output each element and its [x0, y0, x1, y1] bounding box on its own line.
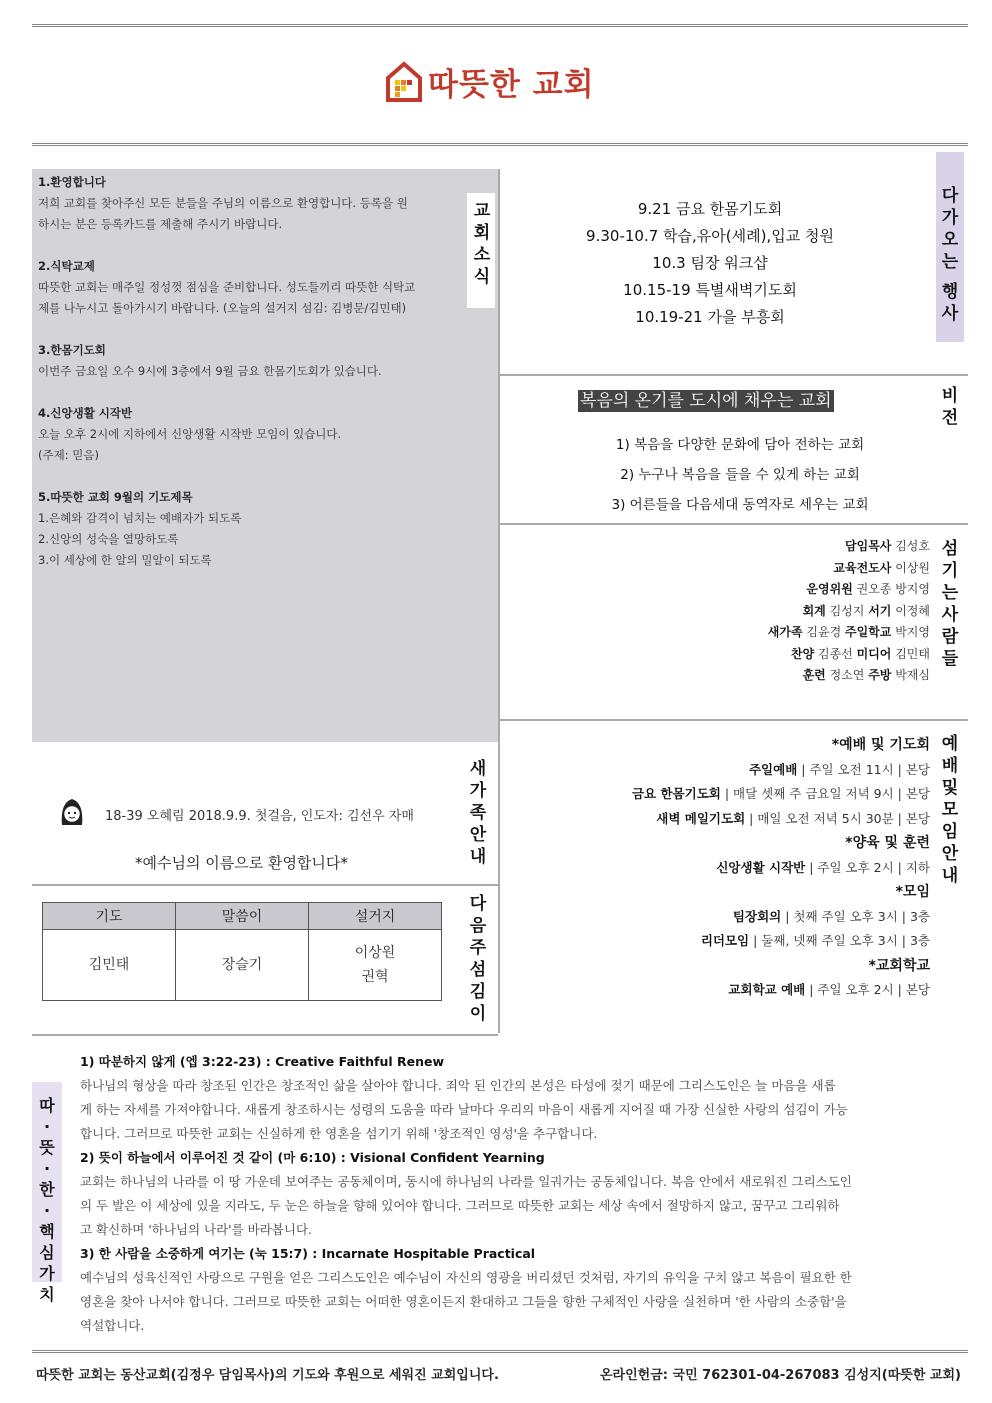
staff-name: 박지영 — [895, 625, 930, 639]
event-item: 10.19-21 가을 부흥회 — [635, 308, 785, 326]
core-value-text: 교회는 하나님의 나라를 이 땅 가운데 보여주는 공동체이며, 동시에 하나님의 나라를 일궈가는 공동체입니다. 복음 안에서 새로워진 그리스도인 — [80, 1174, 852, 1189]
worship-detail: | 둘째, 넷째 주일 오후 3시 | 3층 — [753, 933, 930, 948]
new-family-entry: 18-39 오혜림 2018.9.9. 첫걸음, 인도자: 김선우 자매 — [105, 809, 414, 824]
core-values — [80, 1050, 960, 1338]
news-item-text: 이번주 금요일 오수 9시에 3층에서 9월 금요 한몸기도회가 있습니다. — [38, 364, 382, 378]
worship-detail: | 매달 셋째 주 금요일 저녁 9시 | 본당 — [724, 786, 930, 801]
worship-label: 예 배 및 모 임 안 내 — [941, 734, 959, 886]
worship-name: 새벽 메일기도회 — [656, 810, 746, 826]
worship-row — [560, 856, 930, 881]
staff-name: 김성지 — [829, 603, 865, 618]
section-divider — [32, 884, 498, 886]
table-header: 기도 — [43, 903, 176, 930]
section-divider — [500, 523, 968, 525]
worship-section-title: *모임 — [895, 884, 930, 900]
event-item: 9.30-10.7 학습,유아(세례),입교 청원 — [586, 227, 834, 245]
worship-name: 신앙생활 시작반 — [716, 859, 806, 875]
core-value-text: 역설합니다. — [80, 1318, 145, 1333]
worship-row — [560, 782, 930, 807]
core-value-text: 의 두 발은 이 세상에 있을 지라도, 두 눈은 하늘을 향해 있어야 합니다. 그러므로 따뜻한 교회는 세상 속에서 절망하지 않고, 꿈꾸고 그리워하 — [80, 1198, 840, 1213]
news-item-text: 저희 교회를 찾아주신 모든 분들을 주님의 이름으로 환영합니다. 등록을 원 — [38, 196, 408, 210]
next-duty-label: 다 음 주 섬 김 이 — [469, 894, 487, 1024]
staff-role: 주방 — [868, 668, 892, 682]
events-list — [500, 196, 920, 331]
staff-name: 권오종 방지영 — [856, 582, 930, 596]
event-item: 10.3 팀장 워크샵 — [652, 254, 768, 272]
staff-list — [620, 536, 930, 687]
vision-item: 3) 어른들을 다음세대 동역자로 세우는 교회 — [611, 497, 869, 513]
news-item-text: 3.이 세상에 한 알의 밀알이 되도록 — [38, 553, 212, 567]
staff-row — [620, 665, 930, 687]
staff-role: 담임목사 — [845, 539, 892, 553]
worship-detail: | 주일 오전 11시 | 본당 — [801, 761, 930, 777]
new-family-label: 새 가 족 안 내 — [469, 759, 487, 867]
events-label: 다 가 오 는 행 사 — [941, 186, 959, 324]
news-item-title: 2.식탁교제 — [38, 259, 95, 273]
worship-name: 리더모임 — [700, 933, 750, 948]
vision-item: 2) 누구나 복음을 들을 수 있게 하는 교회 — [620, 467, 860, 483]
staff-role: 훈련 — [802, 668, 826, 682]
news-item-text: 하시는 분은 등록카드를 제출해 주시기 바랍니다. — [38, 217, 283, 231]
duty-table — [42, 902, 442, 1001]
worship-detail: | 주일 오후 2시 | 지하 — [809, 859, 930, 875]
news-item-title: 1.환영합니다 — [38, 175, 106, 189]
staff-row — [620, 622, 930, 644]
worship-detail: | 주일 오후 2시 | 본당 — [809, 982, 930, 997]
core-value-title: 3) 한 사람을 소중하게 여기는 (눅 15:7) : Incarnate Hospitable Practical — [80, 1246, 536, 1261]
table-cell: 장슬기 — [176, 930, 309, 1001]
worship-name: 주일예배 — [748, 761, 798, 777]
news-item-text: 2.신앙의 성숙을 열망하도록 — [38, 532, 179, 546]
header-divider — [32, 143, 968, 146]
vision-list — [560, 430, 920, 520]
staff-role: 교육전도사 — [833, 560, 892, 575]
table-row — [43, 930, 442, 1001]
person-icon — [56, 795, 88, 831]
table-header-row — [43, 903, 442, 930]
news-item-text: 따뜻한 교회는 매주일 정성껏 점심을 준비합니다. 성도들끼리 따뜻한 식탁교 — [38, 280, 416, 294]
core-value-text: 게 하는 자세를 가져야합니다. 새롭게 창조하시는 성령의 도움을 따라 날마다 우리의 마음이 새롭게 지어질 때 가장 신실한 사랑의 섬김이 가능 — [80, 1102, 848, 1117]
section-divider — [500, 719, 968, 721]
news-item-title: 5.따뜻한 교회 9월의 기도제목 — [38, 490, 193, 504]
table-cell: 김민태 — [43, 930, 176, 1001]
core-value-text: 하나님의 형상을 따라 창조된 인간은 창조적인 삶을 살아야 합니다. 죄악 된 인간의 본성은 타성에 젖기 때문에 그리스도인은 늘 마음을 새롭 — [80, 1078, 836, 1093]
core-value-title: 1) 따분하지 않게 (엡 3:22-23) : Creative Faithful Renew — [80, 1054, 445, 1069]
staff-name: 이정혜 — [895, 603, 930, 618]
table-header: 말씀이 — [176, 903, 309, 930]
staff-name: 김성호 — [895, 539, 930, 553]
table-header: 설거지 — [309, 903, 442, 930]
event-item: 9.21 금요 한몸기도회 — [637, 200, 783, 218]
news-item-text: 오늘 오후 2시에 지하에서 신앙생활 시작반 모임이 있습니다. — [38, 427, 342, 441]
worship-detail: | 매일 오전 저녁 5시 30분 | 본당 — [749, 810, 930, 826]
staff-row — [620, 601, 930, 623]
staff-name: 김윤경 — [806, 625, 842, 639]
table-cell: 이상원 권혁 — [309, 930, 442, 1001]
welcome-message: *예수님의 이름으로 환영합니다* — [135, 854, 348, 872]
worship-row — [560, 807, 930, 832]
staff-label: 섬 기 는 사 람 들 — [941, 539, 959, 669]
staff-role: 찬양 — [790, 646, 815, 661]
staff-row — [620, 536, 930, 558]
worship-name: 교회학교 예배 — [728, 982, 806, 997]
staff-role: 회계 — [802, 603, 826, 618]
news-item-text: (주제: 믿음) — [38, 448, 99, 462]
news-item-title: 4.신앙생활 시작반 — [38, 406, 133, 420]
staff-row — [620, 579, 930, 601]
staff-role: 미디어 — [856, 646, 892, 661]
event-item: 10.15-19 특별새벽기도회 — [623, 281, 797, 299]
staff-name: 정소연 — [829, 668, 865, 682]
offering-info: 온라인헌금: 국민 762301-04-267083 김성지(따뜻한 교회) — [600, 1368, 961, 1383]
core-value-text: 고 확신하며 '하나님의 나라'를 바라봅니다. — [80, 1222, 313, 1237]
vision-item: 1) 복음을 다양한 문화에 담아 전하는 교회 — [615, 437, 865, 453]
staff-row — [620, 558, 930, 580]
news-label: 교 회 소 식 — [473, 201, 491, 287]
church-logo — [384, 58, 595, 104]
house-icon — [384, 58, 424, 104]
page-title: 따뜻한 교회 — [428, 66, 595, 103]
worship-row — [560, 905, 930, 930]
news-list — [38, 172, 456, 571]
worship-name: 금요 한몸기도회 — [631, 786, 721, 801]
staff-role: 새가족 — [767, 625, 803, 639]
staff-role: 운영위원 — [806, 582, 853, 596]
news-item-text: 1.은혜와 감격이 넘치는 예배자가 되도록 — [38, 511, 242, 525]
section-divider — [500, 374, 968, 376]
top-divider — [32, 24, 968, 27]
footer-note: 따뜻한 교회는 동산교회(김정우 담임목사)의 기도와 후원으로 세워진 교회입니다. — [36, 1368, 499, 1383]
worship-section-title: *양육 및 훈련 — [845, 835, 930, 851]
worship-section-title: *교회학교 — [868, 957, 930, 974]
staff-role: 서기 — [868, 603, 892, 618]
core-value-text: 영혼을 찾아 나서야 합니다. 그러므로 따뜻한 교회는 어떠한 영혼이든지 환대하고 그들을 향한 구체적인 사랑을 실천하며 '한 사람의 소중함'을 — [80, 1294, 847, 1309]
vision-title: 복음의 온기를 도시에 채우는 교회 — [580, 391, 832, 411]
worship-row — [560, 929, 930, 954]
worship-section-title: *예배 및 기도회 — [831, 737, 930, 753]
footer-divider — [32, 1350, 968, 1353]
news-item-text: 제를 나누시고 돌아가시기 바랍니다. (오늘의 설거지 섬김: 김병문/김민태) — [38, 301, 407, 315]
news-item-title: 3.한몸기도회 — [38, 343, 106, 357]
worship-row — [560, 978, 930, 1003]
staff-name: 김민태 — [895, 646, 930, 661]
core-values-label: 따 · 뜻 · 한 · 핵 심 가 치 — [39, 1096, 55, 1304]
core-value-text: 합니다. 그러므로 따뜻한 교회는 신실하게 한 영혼을 섬기기 위해 '창조적인 영성'을 추구합니다. — [80, 1126, 598, 1141]
core-value-title: 2) 뜻이 하늘에서 이루어진 것 같이 (마 6:10) : Visional Confident Yearning — [80, 1150, 545, 1165]
worship-name: 팀장회의 — [732, 908, 782, 924]
worship-row — [560, 758, 930, 783]
staff-role: 주일학교 — [845, 625, 892, 639]
staff-name: 박재심 — [895, 668, 930, 682]
staff-name: 이상원 — [895, 560, 930, 575]
staff-row — [620, 644, 930, 666]
vision-label: 비 전 — [941, 386, 959, 428]
section-divider — [32, 1034, 498, 1036]
worship-detail: | 첫째 주일 오후 3시 | 3층 — [785, 908, 930, 924]
staff-name: 김종선 — [818, 646, 853, 661]
worship-list — [560, 733, 930, 1003]
core-value-text: 예수님의 성육신적인 사랑으로 구원을 얻은 그리스도인은 예수님이 자신의 영광을 버리셨던 것처럼, 자기의 유익을 구치 않고 복음이 필요한 한 — [80, 1270, 852, 1285]
